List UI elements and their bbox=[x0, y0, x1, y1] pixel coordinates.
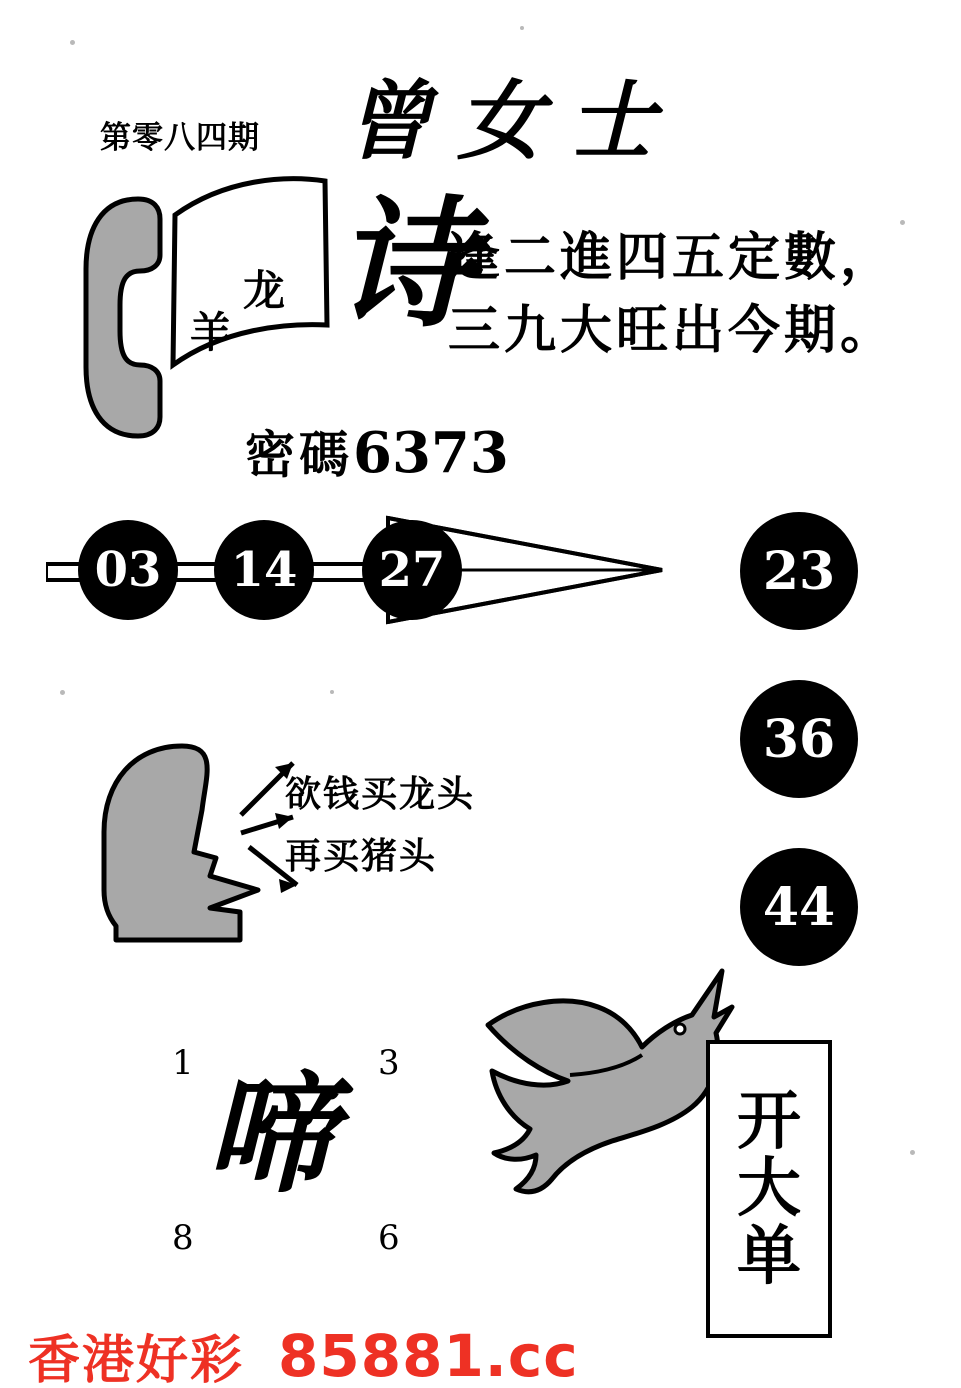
issue-label: 第零八四期 bbox=[100, 120, 260, 156]
lottery-ball: 23 bbox=[740, 512, 858, 630]
password-digits: 6373 bbox=[353, 420, 509, 486]
zodiac-character-top: 龙 bbox=[243, 266, 286, 315]
corner-number-top-right: 3 bbox=[378, 1043, 400, 1083]
password-row bbox=[245, 415, 509, 487]
lottery-ball: 14 bbox=[214, 520, 314, 620]
speckle-dot bbox=[60, 690, 65, 695]
poem-line-1: 逢二進四五定數， bbox=[448, 227, 897, 288]
speckle-dot bbox=[520, 26, 524, 30]
page-title: 曾女士 bbox=[345, 71, 681, 172]
speech-line-1: 欲钱买龙头 bbox=[285, 773, 476, 815]
banner-char-3: 单 bbox=[737, 1218, 801, 1294]
telephone-handset-icon bbox=[80, 195, 164, 440]
speech-line-2: 再买猪头 bbox=[285, 835, 438, 877]
speckle-dot bbox=[910, 1150, 915, 1155]
corner-number-bottom-right: 6 bbox=[378, 1218, 400, 1258]
speckle-dot bbox=[70, 40, 75, 45]
password-label: 密碼 bbox=[245, 425, 353, 484]
lottery-ball: 44 bbox=[740, 848, 858, 966]
footer-site-name: 香港好彩 bbox=[28, 1330, 245, 1388]
speckle-dot bbox=[900, 220, 905, 225]
speckle-dot bbox=[330, 690, 334, 694]
footer bbox=[0, 1318, 961, 1388]
poem-big-character: 诗 bbox=[335, 183, 476, 347]
banner-box bbox=[706, 1040, 832, 1338]
zodiac-character-bottom: 羊 bbox=[190, 308, 233, 357]
mystic-character: 啼 bbox=[205, 1058, 336, 1211]
banner-char-1: 开 bbox=[737, 1084, 801, 1160]
lottery-ball: 03 bbox=[78, 520, 178, 620]
corner-number-bottom-left: 8 bbox=[172, 1218, 194, 1258]
footer-url[interactable]: 85881.cc bbox=[278, 1321, 579, 1388]
banner-char-2: 大 bbox=[737, 1151, 801, 1227]
lottery-ball: 27 bbox=[362, 520, 462, 620]
lottery-ball: 36 bbox=[740, 680, 858, 798]
poem-line-2: 三九大旺出今期。 bbox=[448, 300, 897, 361]
corner-number-top-left: 1 bbox=[172, 1043, 194, 1083]
